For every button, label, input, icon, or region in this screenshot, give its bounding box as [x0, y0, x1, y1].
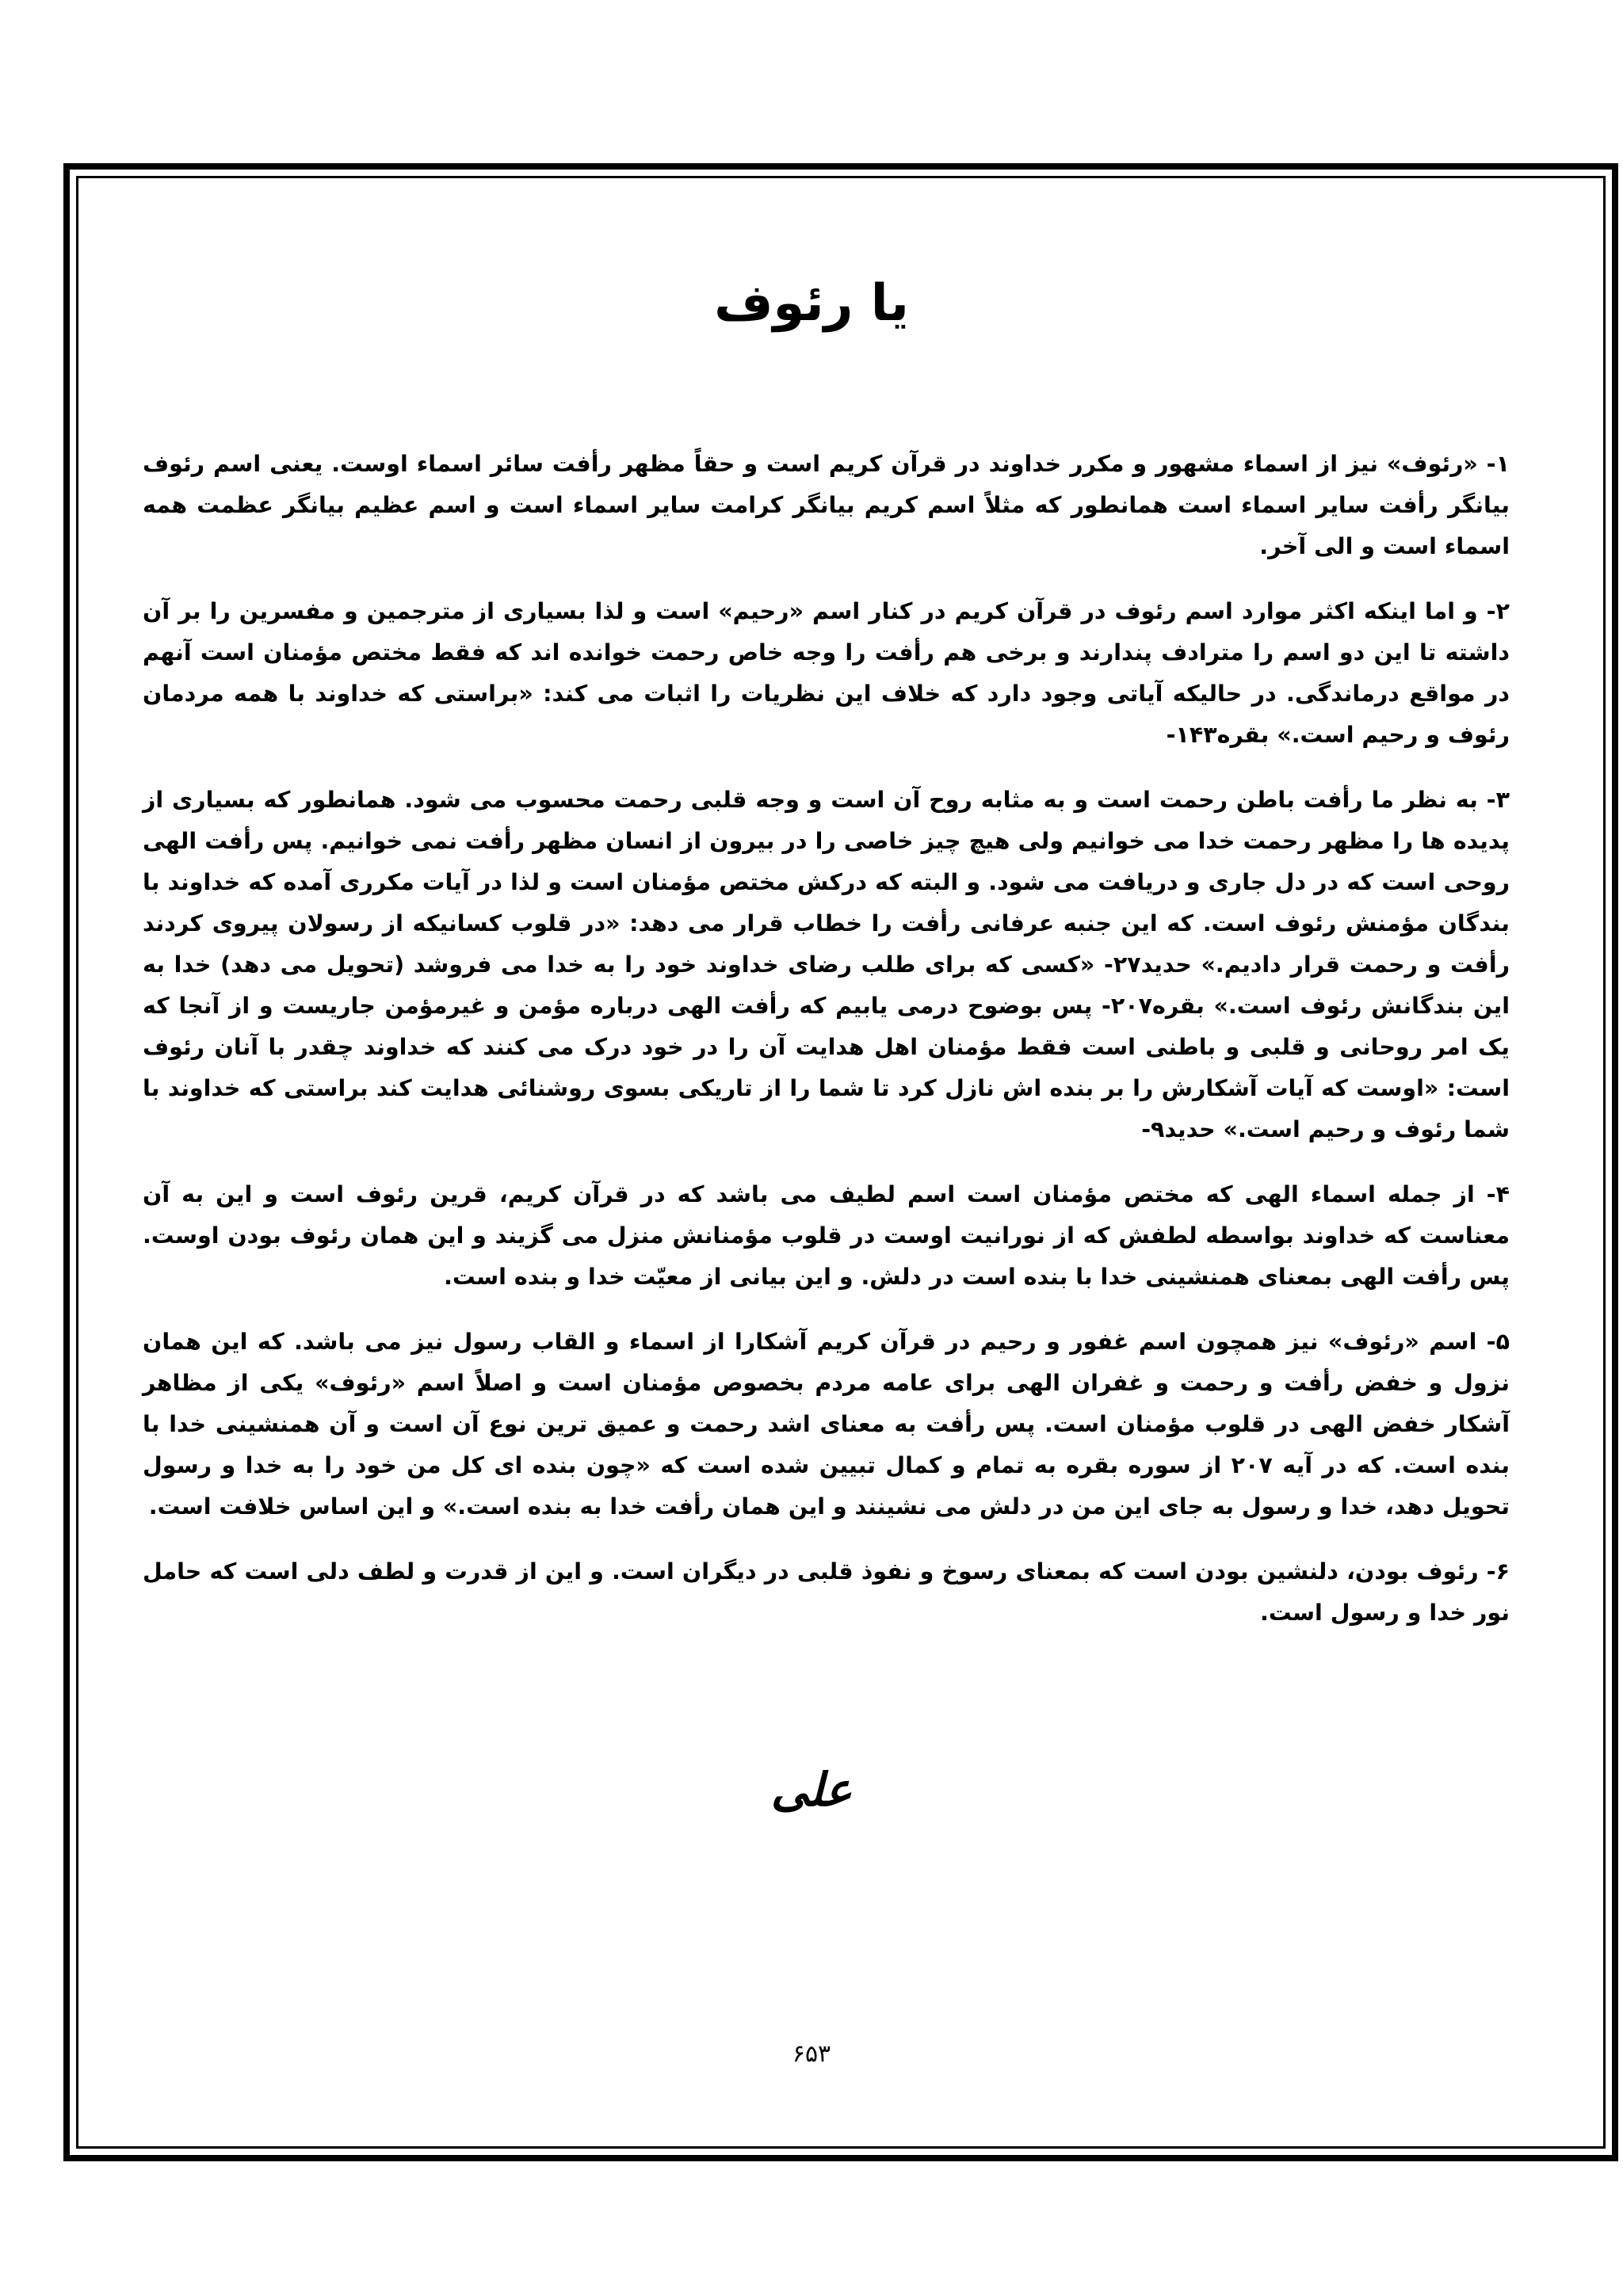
paragraph-1: ۱- «رئوف» نیز از اسماء مشهور و مکرر خداوند در قرآن کریم است و حقاً مظهر رأفت سائر اسماء اوست. یعنی اسم رئوف بیانگر رأفت سایر اسماء است همانطور که مثلاً اسم کریم بیانگر کرامت سایر اسماء است و اسم عظیم بیانگر عظمت همه اسماء است و الی آخر. — [143, 451, 1510, 559]
paragraph-5: ۵- اسم «رئوف» نیز همچون اسم غفور و رحیم در قرآن کریم آشکارا از اسماء و القاب رسول نیز می باشد. که این همان نزول و خفض رأفت و رحمت و غفران الهی برای عامه مردم بخصوص مؤمنان است و اصلاً اسم «رئوف» یکی از مظاهر آشکار خفض الهی در قلوب مؤمنان است. پس رأفت به معنای اشد رحمت و عمیق ترین نوع آن است و آن همنشینی خدا با بنده است. که در آیه ۲۰۷ از سوره بقره به تمام و کمال تبیین شده است که «چون بنده ای کل من خود را به خدا و رسول تحویل دهد، خدا و رسول به جای این من در دلش می نشینند و این همان رأفت خدا به بنده است.» و این اساس خلافت است. — [143, 1329, 1510, 1520]
author-signature: علی — [770, 1763, 853, 1817]
paragraph-3: ۳- به نظر ما رأفت باطن رحمت است و به مثابه روح آن است و وجه قلبی رحمت محسوب می شود. همانطور که بسیاری از پدیده ها را مظهر رحمت خدا می خوانیم ولی هیچ چیز خاصی را در بیرون از انسان مظهر رأفت نمی خوانیم. پس رأفت الهی روحی است که در دل جاری و دریافت می شود. و البته که درکش مختص مؤمنان است و لذا در آیات مکرری آمده که خداوند با بندگان مؤمنش رئوف است. که این جنبه عرفانی رأفت را خطاب قرار می دهد: «در قلوب کسانیکه از رسولان پیروی کردند رأفت و رحمت قرار دادیم.» حدید۲۷- «کسی که برای طلب رضای خداوند خود را به خدا می فروشد (تحویل می دهد) خدا به این بندگانش رئوف است.» بقره۲۰۷- پس بوضوح درمی یابیم که رأفت الهی درباره مؤمن و غیرمؤمن جاریست و از آنجا که یک امر روحانی و قلبی و باطنی است فقط مؤمنان اهل هدایت آن را در خود درک می کنند که خداوند چقدر با آنان رئوف است: «اوست که آیات آشکارش را بر بنده اش نازل کرد تا شما را از تاریکی بسوی روشنائی هدایت کند براستی که خداوند با شما رئوف و رحیم است.» حدید۹- — [143, 787, 1510, 1142]
page-title: یا رئوف — [714, 274, 909, 333]
page-number: ۶۵۳ — [792, 2040, 831, 2068]
paragraph-4: ۴- از جمله اسماء الهی که مختص مؤمنان است اسم لطیف می باشد که در قرآن کریم، قرین رئوف است و این به آن معناست که خداوند بواسطه لطفش که از نورانیت اوست در قلوب مؤمنانش منزل می گزیند و این همان رئوف بودن اوست. پس رأفت الهی بمعنای همنشینی خدا با بنده است در دلش. و این بیانی از معیّت خدا و بنده است. — [143, 1181, 1510, 1290]
body-text — [143, 444, 1510, 1657]
paragraph-2: ۲- و اما اینکه اکثر موارد اسم رئوف در قرآن کریم در کنار اسم «رحیم» است و لذا بسیاری از مترجمین و مفسرین را بر آن داشته تا این دو اسم را مترادف پندارند و برخی هم رأفت را وجه خاص رحمت خوانده اند که فقط مختص مؤمنان است آنهم در مواقع درماندگی. در حالیکه آیاتی وجود دارد که خلاف این نظریات را اثبات می کند: «براستی که خداوند با همه مردمان رئوف و رحیم است.» بقره۱۴۳- — [143, 598, 1510, 748]
paragraph-6: ۶- رئوف بودن، دلنشین بودن است که بمعنای رسوخ و نفوذ قلبی در دیگران است. و این از قدرت و لطف دلی است که حامل نور خدا و رسول است. — [143, 1558, 1510, 1626]
